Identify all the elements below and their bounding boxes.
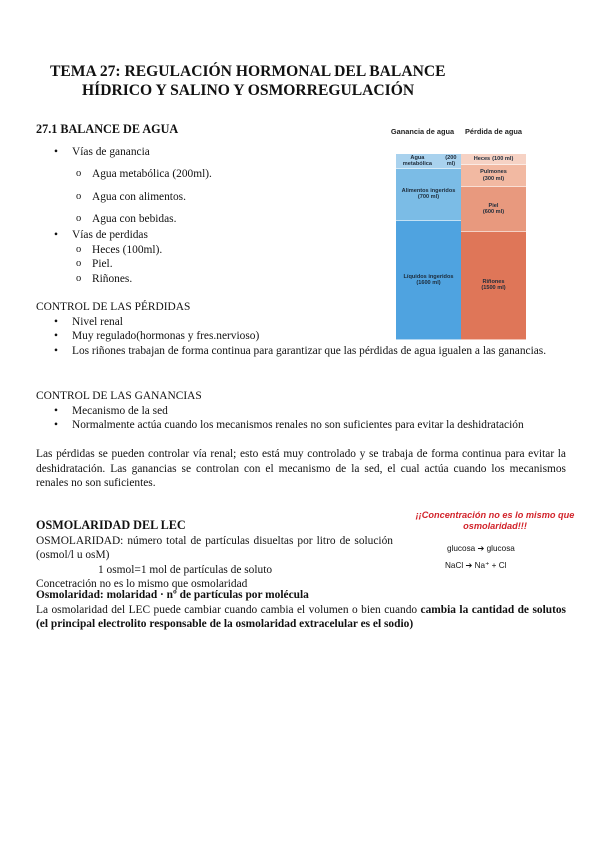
- control-item: • Los riñones trabajan de forma continua para garantizar que las pérdidas de agua igualen a las ganancias.: [36, 344, 566, 359]
- losses-label: • Vías de perdidas: [36, 228, 386, 243]
- control-gains: [36, 389, 566, 433]
- osmolarity-section: [36, 518, 393, 592]
- osmolarity-note: Concetración no es lo mismo que osmolaridad: [36, 578, 248, 591]
- osmol-unit: 1 osmol=1 mol de partículas de soluto: [98, 563, 273, 576]
- segment-label: Pulmones: [480, 169, 507, 176]
- summary-paragraph: Las pérdidas se pueden controlar vía renal; esto está muy controlado y se trabaja de forma continua para evitar la deshidratación. Las ganancias se controlan con el mecanismo de la sed, el cual actúa cuando los mecanismos renales no son suficientes.: [36, 448, 566, 490]
- chart-column-title: Pérdida de agua: [464, 127, 523, 136]
- segment-label: Alimentos ingeridos: [401, 187, 456, 194]
- osmolarity-definition: OSMOLARIDAD: número total de partículas disueltas por litro de solución (osmol/l u osM): [36, 534, 393, 562]
- segment-label: Riñones: [482, 279, 505, 286]
- segment-label: Agua metabólica: [402, 154, 433, 167]
- segment-label: Heces: [473, 155, 491, 162]
- control-gains-heading: CONTROL DE LAS GANANCIAS: [36, 390, 202, 402]
- concentration-warning: ¡¡Concentración no es lo mismo que osmolaridad!!!: [415, 510, 575, 532]
- chart-segment: [461, 187, 526, 232]
- osmolarity-heading: OSMOLARIDAD DEL LEC: [36, 518, 186, 532]
- segment-value: (700 ml): [417, 194, 440, 201]
- chart-segment: [461, 165, 526, 187]
- control-item: • Muy regulado(hormonas y fres.nervioso): [36, 329, 566, 344]
- osmolarity-detail: [36, 588, 566, 632]
- gain-item: o Agua metabólica (200ml).: [36, 167, 386, 182]
- section-balance: [36, 122, 386, 286]
- chart-column-title: Ganancia de agua: [390, 127, 455, 136]
- osmolarity-change-text: La osmolaridad del LEC puede cambiar cuando cambia el volumen o bien cuando: [36, 603, 421, 616]
- chart-segment: [396, 169, 461, 221]
- title-line-2: HÍDRICO Y SALINO Y OSMORREGULACIÓN: [82, 82, 415, 100]
- glucose-example: glucosa ➔ glucosa: [447, 544, 515, 554]
- control-item: • Nivel renal: [36, 315, 566, 330]
- page-title: [50, 62, 550, 100]
- control-losses: [36, 300, 566, 358]
- segment-value: (600 ml): [482, 209, 505, 216]
- osmolarity-change-bold: cambia la cantidad de solutos (el principal electrolito responsable de la osmolaridad extracelular es el sodio): [36, 603, 566, 631]
- chart-segment: [461, 154, 526, 165]
- gain-item: o Agua con alimentos.: [36, 190, 386, 205]
- side-note: [405, 510, 585, 571]
- gain-item: o Agua con bebidas.: [36, 212, 386, 227]
- segment-value: (1600 ml): [416, 279, 441, 286]
- chart-segment: [396, 154, 461, 169]
- osmolarity-change: [36, 603, 566, 632]
- segment-value: (200 ml): [445, 154, 457, 167]
- gains-label: • Vías de ganancia: [36, 145, 386, 160]
- segment-value: (100 ml): [492, 155, 514, 162]
- loss-item: o Piel.: [36, 257, 386, 272]
- loss-item: o Heces (100ml).: [36, 243, 386, 258]
- section-heading: 27.1 BALANCE DE AGUA: [36, 122, 179, 136]
- title-line-1: TEMA 27: REGULACIÓN HORMONAL DEL BALANCE: [50, 63, 446, 80]
- control-item: • Normalmente actúa cuando los mecanismos renales no son suficientes para evitar la deshidratación: [36, 418, 566, 433]
- control-losses-heading: CONTROL DE LAS PÉRDIDAS: [36, 301, 191, 313]
- segment-label: Líquidos ingeridos: [403, 273, 454, 280]
- nacl-example: NaCl ➔ Na⁺ + Cl: [445, 560, 507, 570]
- control-item: • Mecanismo de la sed: [36, 404, 566, 419]
- osmolarity-formula: Osmolaridad: molaridad · nº de partículas por molécula: [36, 589, 309, 601]
- segment-value: (300 ml): [482, 175, 505, 182]
- segment-label: Piel: [488, 202, 499, 209]
- loss-item: o Riñones.: [36, 272, 386, 287]
- segment-value: (1500 ml): [481, 285, 506, 292]
